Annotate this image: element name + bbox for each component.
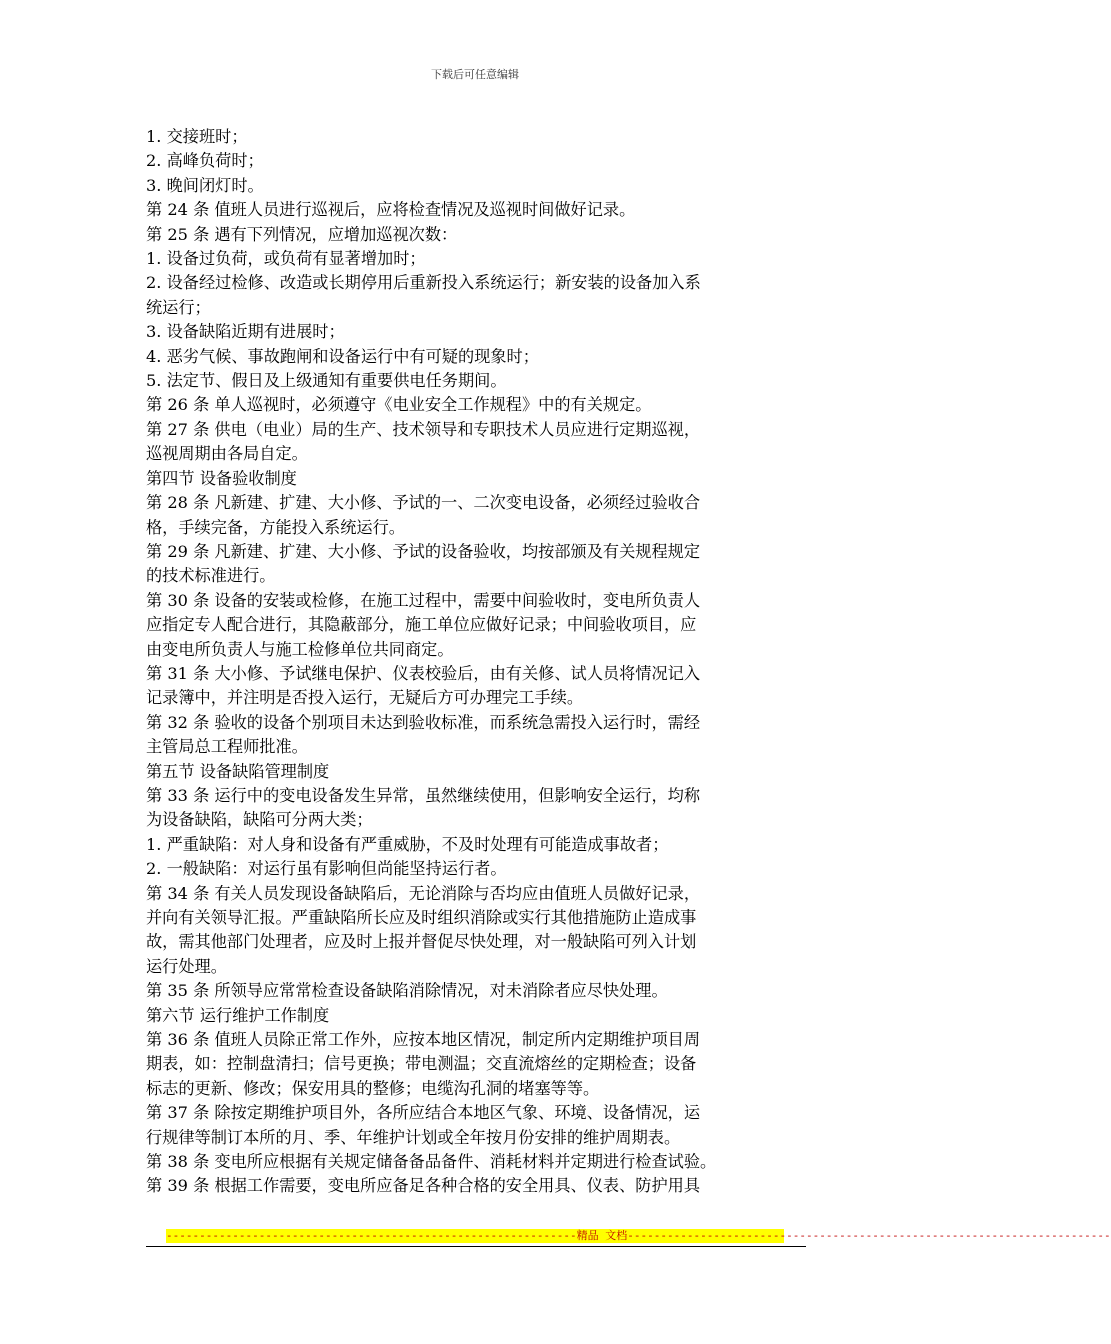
text-line: 3. 晚间闭灯时。: [146, 175, 264, 195]
text-line: 由变电所负责人与施工检修单位共同商定。: [146, 639, 454, 659]
footer-divider: [146, 1246, 806, 1247]
text-line: 4. 恶劣气候、事故跑闸和设备运行中有可疑的现象时；: [146, 346, 539, 366]
text-line: 巡视周期由各局自定。: [146, 444, 308, 464]
text-line: 为设备缺陷，缺陷可分两大类；: [146, 810, 373, 830]
text-line: 运行处理。: [146, 956, 227, 976]
text-line: 格，手续完备，方能投入系统运行。: [146, 517, 405, 537]
text-line: 第 38 条 变电所应根据有关规定储备备品备件、消耗材料并定期进行检查试验。: [146, 1152, 717, 1172]
text-line: 第 25 条 遇有下列情况，应增加巡视次数：: [146, 224, 458, 244]
text-line: 第 24 条 值班人员进行巡视后，应将检查情况及巡视时间做好记录。: [146, 200, 636, 220]
text-line: 2. 一般缺陷：对运行虽有影响但尚能坚持运行者。: [146, 859, 507, 879]
text-line: 第 39 条 根据工作需要，变电所应备足各种合格的安全用具、仪表、防护用具: [146, 1176, 701, 1196]
text-line: 第 36 条 值班人员除正常工作外，应按本地区情况，制定所内定期维护项目周: [146, 1030, 701, 1050]
text-line: 期表，如：控制盘清扫；信号更换；带电测温；交直流熔丝的定期检查；设备: [146, 1054, 697, 1074]
text-line: 第 32 条 验收的设备个别项目未达到验收标准，而系统急需投入运行时，需经: [146, 712, 701, 732]
document-body: [146, 125, 810, 1199]
text-line: 应指定专人配合进行，其隐蔽部分，施工单位应做好记录；中间验收项目，应: [146, 615, 697, 635]
text-line: 第 31 条 大小修、予试继电保护、仪表校验后，由有关修、试人员将情况记入: [146, 663, 701, 683]
text-line: 第 26 条 单人巡视时，必须遵守《电业安全工作规程》中的有关规定。: [146, 395, 652, 415]
text-line: 标志的更新、修改；保安用具的整修；电缆沟孔洞的堵塞等等。: [146, 1078, 600, 1098]
text-line: 第 33 条 运行中的变电设备发生异常，虽然继续使用，但影响安全运行，均称: [146, 785, 701, 805]
text-line: 主管局总工程师批准。: [146, 737, 308, 757]
text-line: 第 34 条 有关人员发现设备缺陷后，无论消除与否均应由值班人员做好记录，: [146, 883, 701, 903]
text-line: 1. 设备过负荷，或负荷有显著增加时；: [146, 249, 426, 269]
text-line: 2. 设备经过检修、改造或长期停用后重新投入系统运行；新安装的设备加入系: [146, 273, 701, 293]
text-line: 第 37 条 除按定期维护项目外，各所应结合本地区气象、环境、设备情况，运: [146, 1103, 701, 1123]
text-line: 第 27 条 供电（电业）局的生产、技术领导和专职技术人员应进行定期巡视，: [146, 419, 701, 439]
text-line: 2. 高峰负荷时；: [146, 151, 264, 171]
text-line: 统运行；: [146, 297, 211, 317]
text-line: 行规律等制订本所的月、季、年维护计划或全年按月份安排的维护周期表。: [146, 1127, 681, 1147]
footer-banner: --------------------------------------------------------------精品 文档-------------------------------------------------------------------------: [166, 1229, 1111, 1242]
text-line: 1. 交接班时；: [146, 127, 248, 146]
text-line: 第 35 条 所领导应常常检查设备缺陷消除情况，对未消除者应尽快处理。: [146, 981, 668, 1001]
text-line: 第 28 条 凡新建、扩建、大小修、予试的一、二次变电设备，必须经过验收合: [146, 493, 701, 513]
text-line: 第 29 条 凡新建、扩建、大小修、予试的设备验收，均按部颁及有关规程规定: [146, 541, 701, 561]
text-line: 记录簿中，并注明是否投入运行，无疑后方可办理完工手续。: [146, 688, 584, 708]
text-line: 第五节 设备缺陷管理制度: [146, 761, 330, 781]
text-line: 故，需其他部门处理者，应及时上报并督促尽快处理，对一般缺陷可列入计划: [146, 932, 697, 952]
text-line: 第 30 条 设备的安装或检修，在施工过程中，需要中间验收时，变电所负责人: [146, 590, 701, 610]
page-header: 下载后可任意编辑: [431, 68, 519, 81]
text-line: 1. 严重缺陷：对人身和设备有严重威胁，不及时处理有可能造成事故者；: [146, 834, 669, 854]
text-line: 第六节 运行维护工作制度: [146, 1005, 330, 1025]
text-line: 第四节 设备验收制度: [146, 468, 297, 488]
text-line: 的技术标准进行。: [146, 566, 276, 586]
text-line: 并向有关领导汇报。严重缺陷所长应及时组织消除或实行其他措施防止造成事: [146, 908, 697, 927]
text-line: 5. 法定节、假日及上级通知有重要供电任务期间。: [146, 371, 507, 391]
text-line: 3. 设备缺陷近期有进展时；: [146, 322, 345, 342]
